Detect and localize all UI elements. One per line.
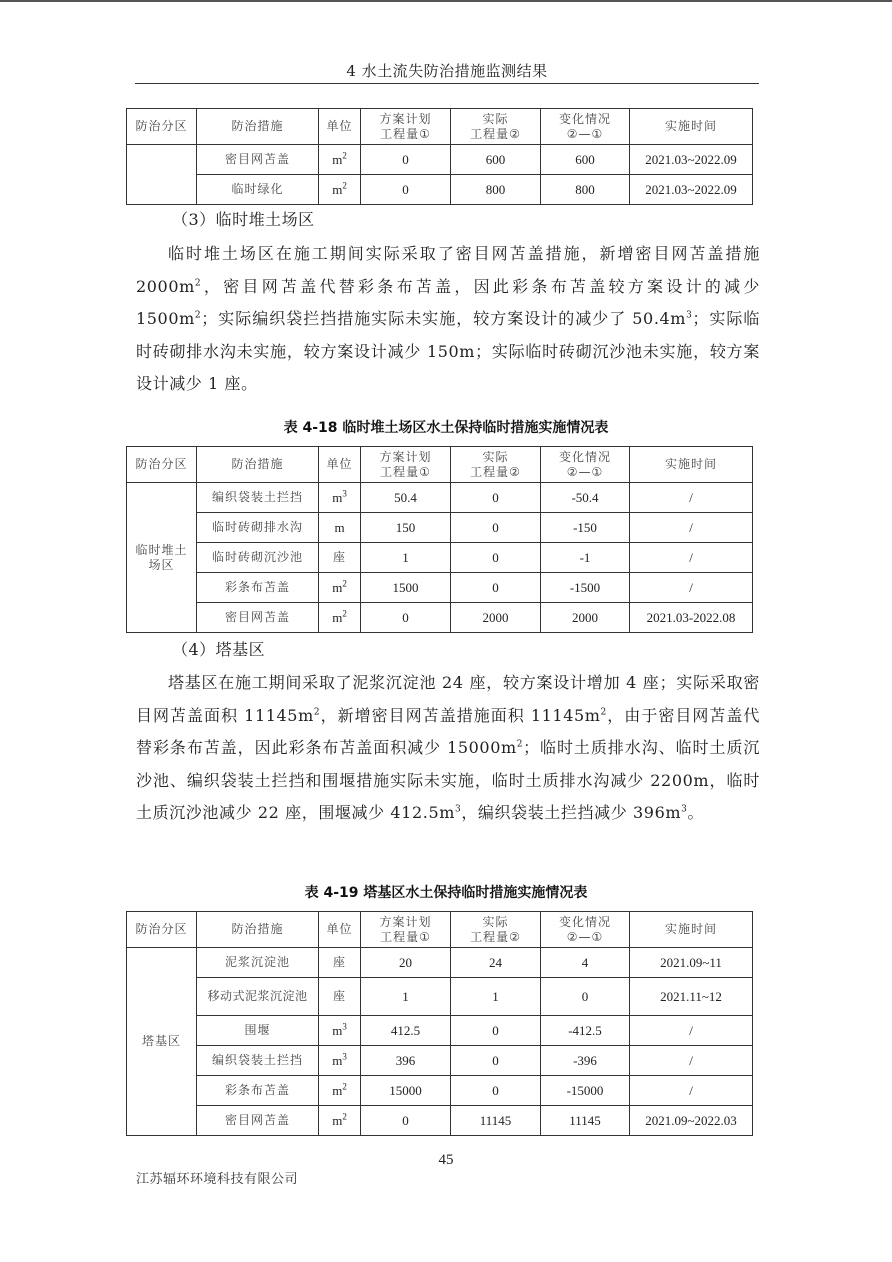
table-row [127,513,753,543]
unit-cell: 座 [319,978,361,1016]
unit-cell: 座 [319,948,361,978]
unit-cell: $m^2$ [319,603,361,633]
table-row [127,483,753,513]
measure-cell: 密目网苫盖 [197,603,319,633]
column-header: 实际 工程量② [451,109,541,145]
actual-quantity-cell: 0 [451,513,541,543]
column-header: 实施时间 [630,109,753,145]
implementation-time-cell: 2021.03~2022.09 [630,175,753,205]
planned-quantity-cell: 50.4 [361,483,451,513]
planned-quantity-cell: 15000 [361,1076,451,1106]
column-header: 防治分区 [127,447,197,483]
actual-quantity-cell: 0 [451,573,541,603]
table-row [127,1076,753,1106]
unit-cell: $m^2$ [319,145,361,175]
implementation-time-cell: / [630,1016,753,1046]
column-header: 单位 [319,109,361,145]
actual-quantity-cell: 0 [451,543,541,573]
table-row [127,1046,753,1076]
zone-cell [127,145,197,205]
change-cell: -396 [541,1046,630,1076]
implementation-time-cell: 2021.03~2022.09 [630,145,753,175]
actual-quantity-cell: 2000 [451,603,541,633]
planned-quantity-cell: 0 [361,603,451,633]
implementation-time-cell: 2021.09~2022.03 [630,1106,753,1136]
change-cell: -15000 [541,1076,630,1106]
table-row [127,145,753,175]
unit-cell: m [319,513,361,543]
column-header: 方案计划 工程量① [361,912,451,948]
running-header: 4 水土流失防治措施监测结果 [346,62,548,80]
unit-cell: $m^3$ [319,483,361,513]
change-cell: 0 [541,978,630,1016]
change-cell: -1 [541,543,630,573]
column-header: 单位 [319,912,361,948]
planned-quantity-cell: 412.5 [361,1016,451,1046]
change-cell: -150 [541,513,630,543]
paragraph-text: 塔基区在施工期间采取了泥浆沉淀池 24 座，较方案设计增加 4 座；实际采取密目网苫盖面积 $11145m^2$，新增密目网苫盖措施面积 $11145m^2$，由于密目网苫盖代替彩条布苫盖，因此彩条布苫盖面积减少 $15000m^2$；临时土质排水沟、临时土质沉沙池、编织袋装土拦挡和围堰措施实际未实施，临时土质排水沟减少 2200m，临时土质沉沙池减少 22 座，围堰减少 $412.5m^3$，编织袋装土拦挡减少 $396m^3$。 [136,673,760,822]
table-4-18-caption: 表 4-18 临时堆土场区水土保持临时措施实施情况表 [283,420,609,436]
table-row [127,1016,753,1046]
paragraph-text: 临时堆土场区在施工期间实际采取了密目网苫盖措施，新增密目网苫盖措施 $2000m^2$，密目网苫盖代替彩条布苫盖，因此彩条布苫盖较方案设计的减少 $1500m^2$；实际编织袋拦挡措施实际未实施，较方案设计的减少了 $50.4m^3$；实际临时砖砌排水沟未实施，较方案设计减少 150m；实际临时砖砌沉沙池未实施，较方案设计减少 1 座。 [136,244,761,393]
planned-quantity-cell: 396 [361,1046,451,1076]
zone-cell: 临时堆土 场区 [127,483,197,633]
implementation-time-cell: 2021.11~12 [630,978,753,1016]
unit-cell: $m^2$ [319,1076,361,1106]
implementation-time-cell: 2021.09~11 [630,948,753,978]
planned-quantity-cell: 0 [361,1106,451,1136]
table-row [127,1106,753,1136]
measure-cell: 临时绿化 [197,175,319,205]
unit-cell: $m^2$ [319,573,361,603]
column-header: 实施时间 [630,447,753,483]
unit-cell: 座 [319,543,361,573]
table-row [127,543,753,573]
change-cell: -1500 [541,573,630,603]
change-cell: 2000 [541,603,630,633]
table-row [127,175,753,205]
measure-cell: 移动式泥浆沉淀池 [197,978,319,1016]
measure-cell: 密目网苫盖 [197,1106,319,1136]
page-number: 45 [438,1152,454,1168]
page-top-edge [0,0,892,2]
footer-company: 江苏辐环环境科技有限公司 [136,1172,299,1187]
column-header: 方案计划 工程量① [361,109,451,145]
planned-quantity-cell: 20 [361,948,451,978]
table-row [127,573,753,603]
table-header-row [127,447,753,483]
column-header: 变化情况 ②—① [541,912,630,948]
measure-cell: 彩条布苫盖 [197,1076,319,1106]
implementation-time-cell: / [630,513,753,543]
implementation-time-cell: 2021.03-2022.08 [630,603,753,633]
column-header: 实施时间 [630,912,753,948]
actual-quantity-cell: 0 [451,1046,541,1076]
planned-quantity-cell: 1500 [361,573,451,603]
table-header-row [127,912,753,948]
column-header: 实际 工程量② [451,447,541,483]
column-header: 方案计划 工程量① [361,447,451,483]
column-header: 防治措施 [197,447,319,483]
actual-quantity-cell: 0 [451,1016,541,1046]
unit-cell: $m^2$ [319,175,361,205]
unit-cell: $m^2$ [319,1106,361,1136]
measure-cell: 编织袋装土拦挡 [197,1046,319,1076]
actual-quantity-cell: 11145 [451,1106,541,1136]
section-heading-4: （4）塔基区 [172,640,266,659]
change-cell: -50.4 [541,483,630,513]
header-rule [135,83,759,84]
actual-quantity-cell: 600 [451,145,541,175]
change-cell: 800 [541,175,630,205]
column-header: 实际 工程量② [451,912,541,948]
change-cell: -412.5 [541,1016,630,1046]
measure-cell: 编织袋装土拦挡 [197,483,319,513]
planned-quantity-cell: 1 [361,978,451,1016]
implementation-time-cell: / [630,483,753,513]
column-header: 防治分区 [127,912,197,948]
change-cell: 600 [541,145,630,175]
table-4-18 [126,446,753,633]
planned-quantity-cell: 0 [361,145,451,175]
table-4-19 [126,911,753,1136]
unit-cell: $m^3$ [319,1016,361,1046]
measure-cell: 围堰 [197,1016,319,1046]
implementation-time-cell: / [630,543,753,573]
measure-cell: 密目网苫盖 [197,145,319,175]
change-cell: 11145 [541,1106,630,1136]
section-4-paragraph [136,667,760,830]
implementation-time-cell: / [630,1046,753,1076]
actual-quantity-cell: 0 [451,1076,541,1106]
table-continued [126,108,753,205]
table-row [127,948,753,978]
column-header: 变化情况 ②—① [541,447,630,483]
measure-cell: 临时砖砌沉沙池 [197,543,319,573]
table-row [127,603,753,633]
section-3-paragraph [136,238,760,401]
zone-cell: 塔基区 [127,948,197,1136]
planned-quantity-cell: 0 [361,175,451,205]
actual-quantity-cell: 800 [451,175,541,205]
column-header: 单位 [319,447,361,483]
planned-quantity-cell: 1 [361,543,451,573]
actual-quantity-cell: 0 [451,483,541,513]
actual-quantity-cell: 1 [451,978,541,1016]
measure-cell: 泥浆沉淀池 [197,948,319,978]
table-4-19-caption: 表 4-19 塔基区水土保持临时措施实施情况表 [304,885,588,901]
column-header: 防治措施 [197,912,319,948]
column-header: 防治分区 [127,109,197,145]
table-row [127,978,753,1016]
measure-cell: 临时砖砌排水沟 [197,513,319,543]
implementation-time-cell: / [630,1076,753,1106]
table-header-row [127,109,753,145]
implementation-time-cell: / [630,573,753,603]
actual-quantity-cell: 24 [451,948,541,978]
change-cell: 4 [541,948,630,978]
column-header: 变化情况 ②—① [541,109,630,145]
section-heading-3: （3）临时堆土场区 [172,210,315,229]
planned-quantity-cell: 150 [361,513,451,543]
column-header: 防治措施 [197,109,319,145]
unit-cell: $m^3$ [319,1046,361,1076]
measure-cell: 彩条布苫盖 [197,573,319,603]
